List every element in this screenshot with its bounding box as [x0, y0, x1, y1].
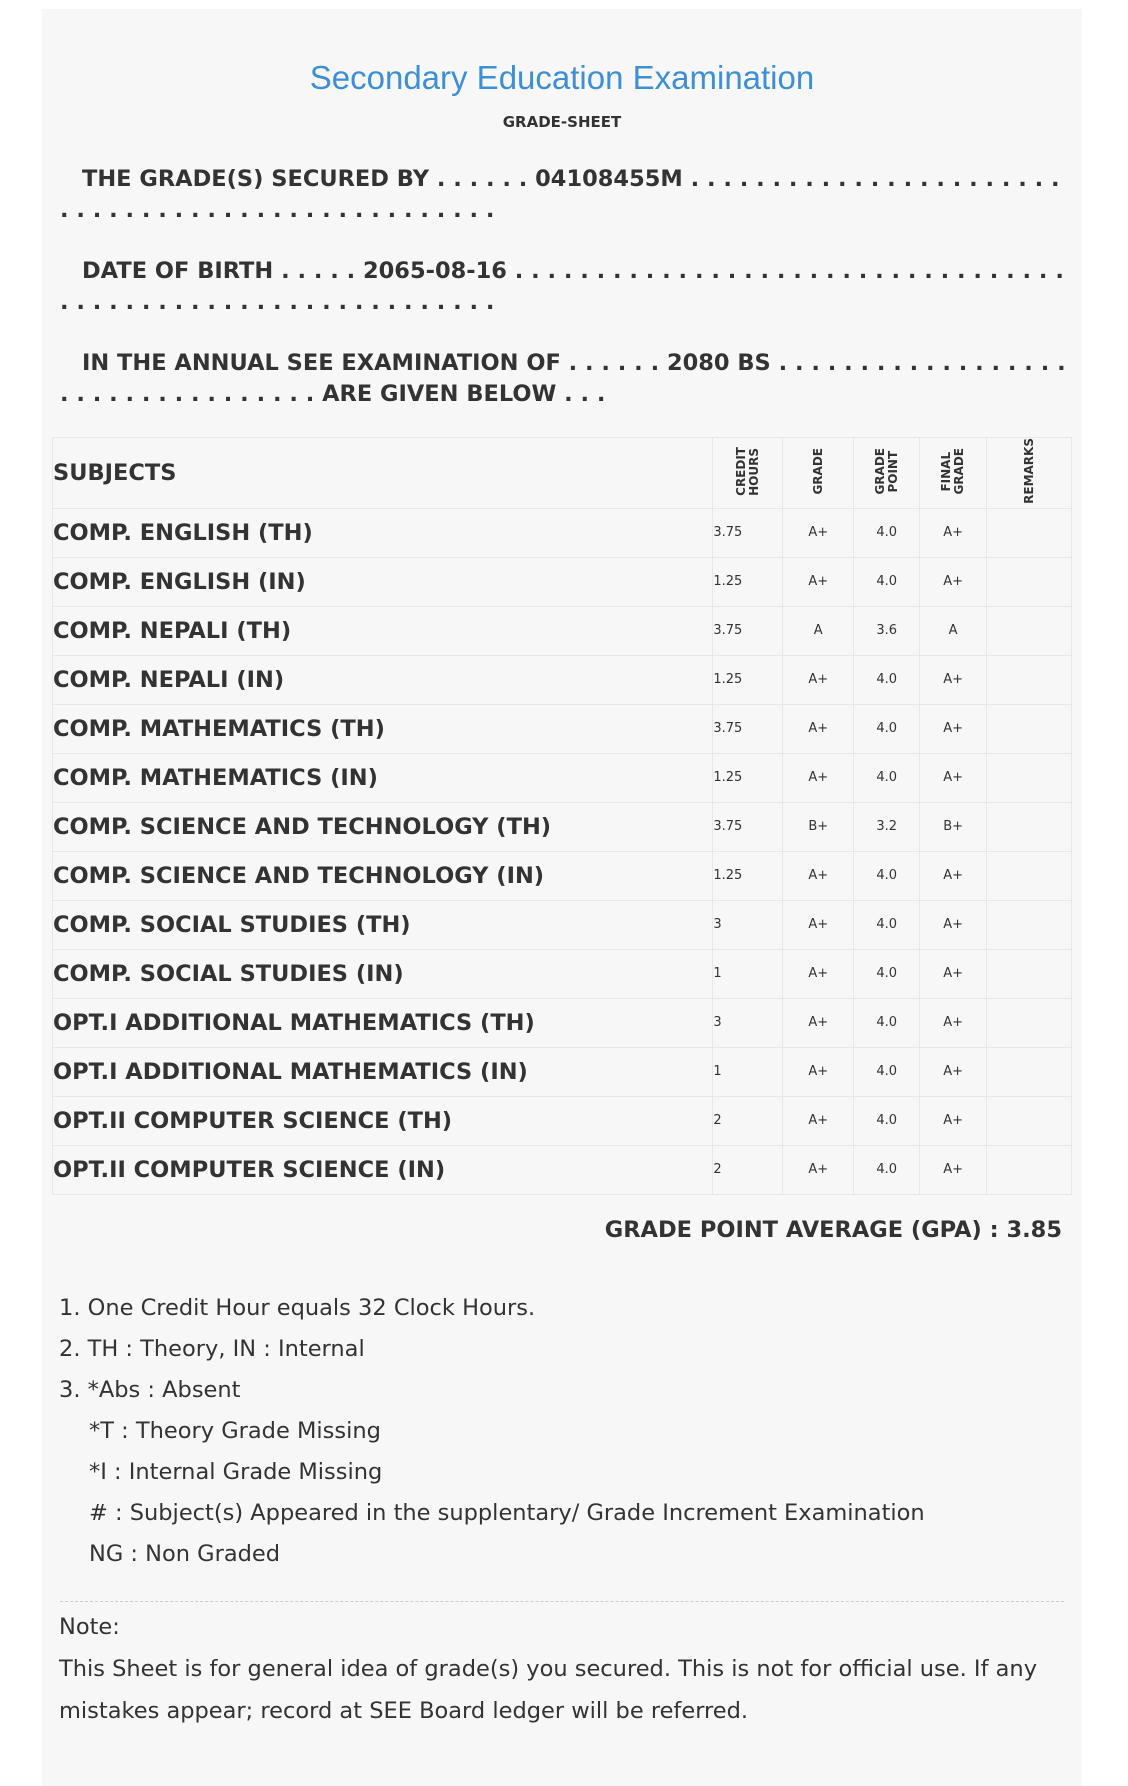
header-grade-point — [854, 438, 920, 509]
grade-point-cell: 4.0 — [854, 508, 920, 557]
given-below: ARE GIVEN BELOW — [322, 381, 557, 407]
subject-cell: COMP. ENGLISH (TH) — [53, 508, 713, 557]
remarks-cell — [987, 704, 1072, 753]
final-grade-cell: A+ — [920, 753, 987, 802]
grade-cell: A+ — [783, 1047, 854, 1096]
symbol-number: 04108455M — [535, 166, 683, 192]
header-credit-hours — [713, 438, 783, 509]
credit-hours-cell: 1 — [713, 949, 783, 998]
subject-cell: OPT.I ADDITIONAL MATHEMATICS (TH) — [53, 998, 713, 1047]
final-grade-cell: A+ — [920, 508, 987, 557]
table-row — [53, 998, 1072, 1047]
subject-cell: COMP. SCIENCE AND TECHNOLOGY (IN) — [53, 851, 713, 900]
grade-cell: A+ — [783, 900, 854, 949]
legend-item: 1. One Credit Hour equals 32 Clock Hours. — [59, 1295, 536, 1321]
table-row — [53, 557, 1072, 606]
remarks-cell — [987, 1096, 1072, 1145]
grade-point-cell: 4.0 — [854, 1096, 920, 1145]
credit-hours-cell: 1 — [713, 1047, 783, 1096]
final-grade-cell: A+ — [920, 1047, 987, 1096]
remarks-cell — [987, 851, 1072, 900]
credit-hours-cell: 3 — [713, 900, 783, 949]
grade-cell: A+ — [783, 704, 854, 753]
grade-cell: A+ — [783, 1145, 854, 1194]
grade-point-cell: 4.0 — [854, 900, 920, 949]
table-row — [53, 900, 1072, 949]
grade-point-cell: 4.0 — [854, 1047, 920, 1096]
subject-cell: COMP. MATHEMATICS (IN) — [53, 753, 713, 802]
table-header-row — [53, 438, 1072, 509]
subject-cell: OPT.II COMPUTER SCIENCE (TH) — [53, 1096, 713, 1145]
credit-hours-cell: 3.75 — [713, 606, 783, 655]
credit-hours-cell: 3.75 — [713, 802, 783, 851]
dob-label: DATE OF BIRTH — [82, 258, 274, 284]
remarks-cell — [987, 998, 1072, 1047]
subject-cell: COMP. NEPALI (IN) — [53, 655, 713, 704]
credit-hours-cell: 1.25 — [713, 851, 783, 900]
grade-cell: A — [783, 606, 854, 655]
info-secured-by: THE GRADE(S) SECURED BY . . . . . . 04108455M . . . . . . . . . . . . . . . . . . . . . . . . . . . . . . . . . . . . . . . . . . . . . . . . . . — [60, 166, 1068, 223]
header-grade — [783, 438, 854, 509]
table-row — [53, 1096, 1072, 1145]
exam-label: IN THE ANNUAL SEE EXAMINATION OF — [82, 350, 561, 376]
remarks-cell — [987, 557, 1072, 606]
grade-point-cell: 4.0 — [854, 704, 920, 753]
header-final-grade-label: FINAL GRADE — [939, 447, 967, 495]
header-grade-point-label: GRADE POINT — [872, 447, 900, 495]
table-row — [53, 1047, 1072, 1096]
info-exam: IN THE ANNUAL SEE EXAMINATION OF . . . . . . 2080 BS . . . . . . . . . . . . . . . . . . . . . . . . . . . . . . . . . . ARE GIVEN BELOW . . . — [60, 350, 1074, 407]
grade-cell: A+ — [783, 998, 854, 1047]
header-remarks-label: REMARKS — [1021, 438, 1036, 504]
grade-cell: A+ — [783, 949, 854, 998]
table-row — [53, 802, 1072, 851]
note-text: This Sheet is for general idea of grade(s) you secured. This is not for official use. If any mistakes appear; record at SEE Board ledger will be referred. — [59, 1656, 1038, 1724]
subject-cell: OPT.I ADDITIONAL MATHEMATICS (IN) — [53, 1047, 713, 1096]
subject-cell: COMP. MATHEMATICS (TH) — [53, 704, 713, 753]
final-grade-cell: A — [920, 606, 987, 655]
final-grade-cell: A+ — [920, 949, 987, 998]
grade-cell: A+ — [783, 851, 854, 900]
secured-label: THE GRADE(S) SECURED BY — [82, 166, 430, 192]
grade-cell: A+ — [783, 557, 854, 606]
remarks-cell — [987, 1145, 1072, 1194]
subject-cell: COMP. SOCIAL STUDIES (TH) — [53, 900, 713, 949]
page-subtitle: GRADE-SHEET — [502, 113, 622, 131]
final-grade-cell: A+ — [920, 851, 987, 900]
divider — [60, 1601, 1064, 1602]
gpa-label: GRADE POINT AVERAGE (GPA) : — [604, 1217, 999, 1243]
credit-hours-cell: 3.75 — [713, 704, 783, 753]
table-row — [53, 851, 1072, 900]
exam-year: 2080 BS — [666, 350, 771, 376]
grades-table — [52, 437, 1072, 1195]
subject-cell: COMP. SCIENCE AND TECHNOLOGY (TH) — [53, 802, 713, 851]
legend-item: *I : Internal Grade Missing — [89, 1459, 383, 1485]
table-row — [53, 1145, 1072, 1194]
remarks-cell — [987, 508, 1072, 557]
final-grade-cell: A+ — [920, 1096, 987, 1145]
legend-item: 3. *Abs : Absent — [59, 1377, 241, 1403]
table-row — [53, 655, 1072, 704]
grade-cell: A+ — [783, 1096, 854, 1145]
legend-item: NG : Non Graded — [89, 1541, 281, 1567]
table-row — [53, 704, 1072, 753]
grade-point-cell: 4.0 — [854, 851, 920, 900]
grade-cell: B+ — [783, 802, 854, 851]
grade-cell: A+ — [783, 655, 854, 704]
remarks-cell — [987, 802, 1072, 851]
grade-point-cell: 4.0 — [854, 557, 920, 606]
info-dob: DATE OF BIRTH . . . . . 2065-08-16 . . . . . . . . . . . . . . . . . . . . . . . . . . . . . . . . . . . . . . . . . . . . . . . . . . . . . . . . . . . . . — [60, 258, 1072, 315]
table-row — [53, 949, 1072, 998]
final-grade-cell: B+ — [920, 802, 987, 851]
grade-cell: A+ — [783, 508, 854, 557]
table-row — [53, 753, 1072, 802]
grade-point-cell: 3.2 — [854, 802, 920, 851]
subject-cell: OPT.II COMPUTER SCIENCE (IN) — [53, 1145, 713, 1194]
grade-point-cell: 4.0 — [854, 655, 920, 704]
final-grade-cell: A+ — [920, 998, 987, 1047]
header-remarks — [987, 438, 1072, 509]
grade-sheet — [42, 9, 1082, 1786]
table-body — [53, 508, 1072, 1194]
grade-cell: A+ — [783, 753, 854, 802]
table-row — [53, 508, 1072, 557]
final-grade-cell: A+ — [920, 655, 987, 704]
final-grade-cell: A+ — [920, 1145, 987, 1194]
credit-hours-cell: 3 — [713, 998, 783, 1047]
header-credit-hours-label: CREDIT HOURS — [733, 446, 761, 496]
note-label: Note: — [59, 1614, 120, 1640]
gpa-line — [605, 1217, 1062, 1243]
grade-point-cell: 4.0 — [854, 998, 920, 1047]
credit-hours-cell: 2 — [713, 1145, 783, 1194]
credit-hours-cell: 1.25 — [713, 753, 783, 802]
header-subjects: SUBJECTS — [53, 438, 713, 509]
dob-value: 2065-08-16 — [363, 258, 507, 284]
remarks-cell — [987, 655, 1072, 704]
subject-cell: COMP. NEPALI (TH) — [53, 606, 713, 655]
header-final-grade — [920, 438, 987, 509]
remarks-cell — [987, 900, 1072, 949]
note — [59, 1606, 1059, 1732]
subject-cell: COMP. ENGLISH (IN) — [53, 557, 713, 606]
remarks-cell — [987, 949, 1072, 998]
remarks-cell — [987, 753, 1072, 802]
grade-point-cell: 3.6 — [854, 606, 920, 655]
grade-point-cell: 4.0 — [854, 753, 920, 802]
gpa-value: 3.85 — [1006, 1217, 1062, 1243]
final-grade-cell: A+ — [920, 704, 987, 753]
page-title: Secondary Education Examination — [309, 59, 815, 96]
remarks-cell — [987, 606, 1072, 655]
credit-hours-cell: 2 — [713, 1096, 783, 1145]
header-grade-label: GRADE — [810, 447, 825, 495]
legend — [59, 1288, 925, 1575]
legend-item: *T : Theory Grade Missing — [89, 1418, 381, 1444]
final-grade-cell: A+ — [920, 557, 987, 606]
grade-point-cell: 4.0 — [854, 949, 920, 998]
subject-cell: COMP. SOCIAL STUDIES (IN) — [53, 949, 713, 998]
grade-point-cell: 4.0 — [854, 1145, 920, 1194]
table-row — [53, 606, 1072, 655]
credit-hours-cell: 1.25 — [713, 655, 783, 704]
remarks-cell — [987, 1047, 1072, 1096]
legend-item: # : Subject(s) Appeared in the supplentary/ Grade Increment Examination — [89, 1500, 925, 1526]
final-grade-cell: A+ — [920, 900, 987, 949]
credit-hours-cell: 1.25 — [713, 557, 783, 606]
legend-item: 2. TH : Theory, IN : Internal — [59, 1336, 365, 1362]
credit-hours-cell: 3.75 — [713, 508, 783, 557]
